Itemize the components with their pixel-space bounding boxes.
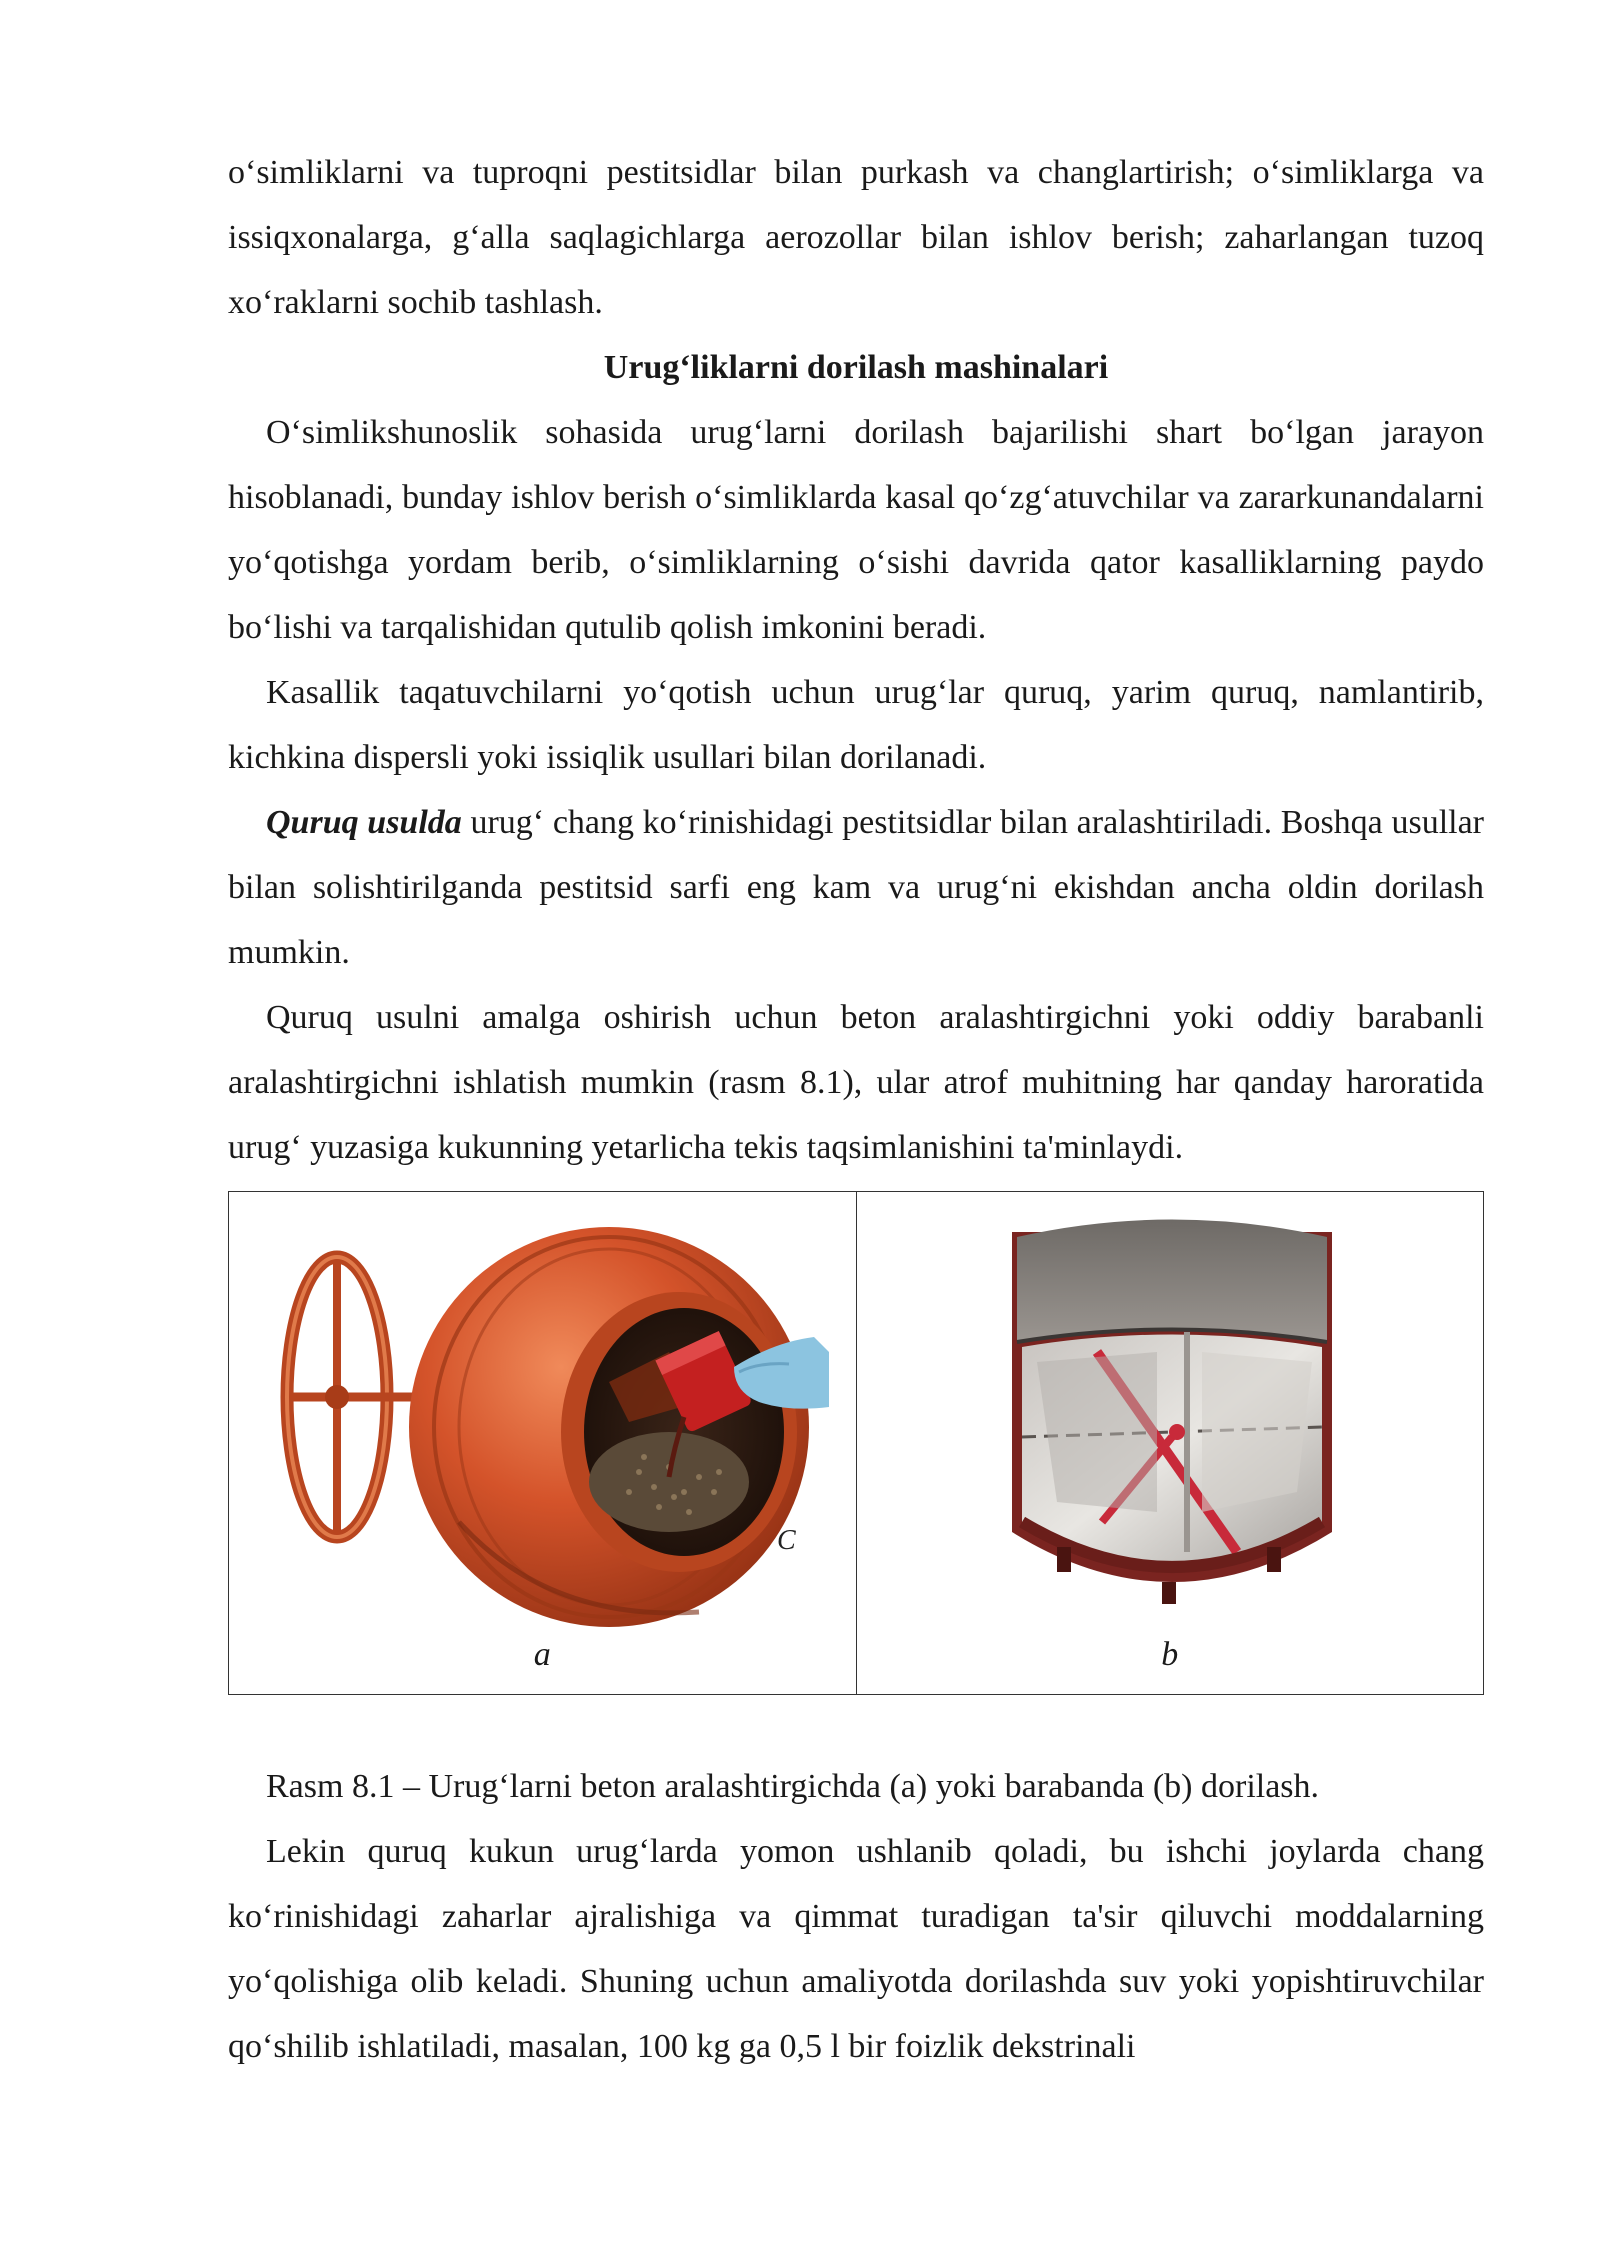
figure-caption: Rasm 8.1 – Urug‘larni beton aralashtirgichda (a) yoki barabanda (b) dorilash. — [266, 1768, 1320, 1805]
text-block-top — [228, 140, 1484, 1180]
paragraph-5: Quruq usulni amalga oshirish uchun beton aralashtirgichni yoki oddiy barabanli aralashtirgichni ishlatish mumkin (rasm 8.1), ular atrof muhitning har qanday haroratida urug‘ yuzasiga kukunning yetarlicha tekis taqsimlanishini ta'minlaydi. — [228, 999, 1484, 1166]
paragraph-4-text: urug‘ chang ko‘rinishidagi pestitsidlar bilan aralashtiriladi. Boshqa usullar bilan solishtirilganda pestitsid sarfi eng kam va urug‘ni ekishdan ancha oldin dorilash mumkin. — [228, 804, 1484, 971]
paragraph-1: o‘simliklarni va tuproqni pestitsidlar bilan purkash va changlartirish; o‘simliklarga va issiqxonalarga, g‘alla saqlagichlarga aerozollar bilan ishlov berish; zaharlangan tuzoq xo‘raklarni sochib tashlash. — [228, 154, 1484, 321]
paragraph-3: Kasallik taqatuvchilarni yo‘qotish uchun urug‘lar quruq, yarim quruq, namlantirib, kichkina dispersli yoki issiqlik usullari bilan dorilanadi. — [228, 674, 1484, 776]
figure-label-b: b — [1161, 1636, 1179, 1673]
concrete-mixer-image — [229, 1192, 855, 1692]
drum-mixer-image — [857, 1192, 1483, 1692]
paragraph-6: Lekin quruq kukun urug‘larda yomon ushlanib qoladi, bu ishchi joylarda chang ko‘rinishidagi zaharlar ajralishiga va qimmat turadigan ta'sir qiluvchi moddalarning yo‘qolishiga olib keladi. Shuning uchun amaliyotda dorilashda suv yoki yopishtiruvchilar qo‘shilib ishlatiladi, masalan, 100 kg ga 0,5 l bir foizlik dekstrinali — [228, 1833, 1484, 2065]
emphasis-term: Quruq usulda — [266, 804, 462, 841]
figure-label-a: a — [533, 1636, 551, 1673]
inner-mark-text: C — [777, 1525, 796, 1556]
text-block-bottom — [228, 1754, 1484, 2079]
figure-table — [228, 1191, 1484, 1695]
paragraph-2: O‘simlikshunoslik sohasida urug‘larni dorilash bajarilishi shart bo‘lgan jarayon hisoblanadi, bunday ishlov berish o‘simliklarda kasal qo‘zg‘atuvchilar va zararkunandalarni yo‘qotishga yordam berib, o‘simliklarning o‘sishi davrida qator kasalliklarning paydo bo‘lishi va tarqalishidan qutulib qolish imkonini beradi. — [228, 414, 1484, 646]
figure-cell-a — [229, 1192, 856, 1694]
paragraph-4 — [228, 790, 1484, 985]
section-heading: Urug‘liklarni dorilash mashinalari — [603, 349, 1109, 386]
figure-cell-b — [856, 1192, 1484, 1694]
